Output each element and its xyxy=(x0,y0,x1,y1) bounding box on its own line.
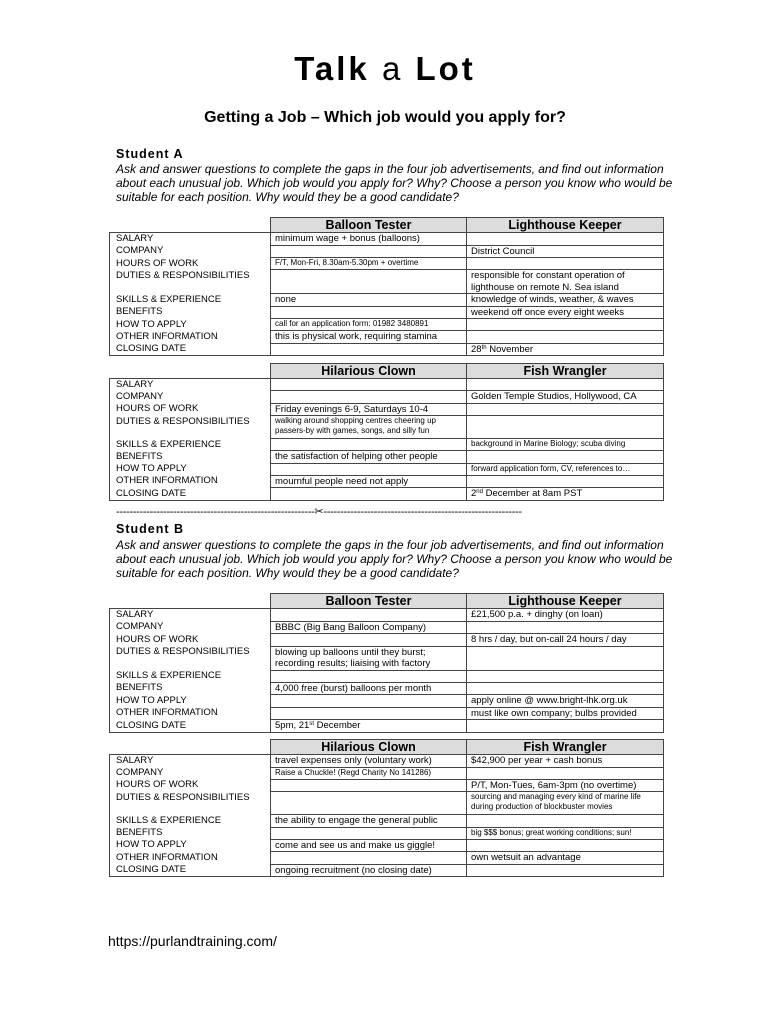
row-label-closing-date: CLOSING DATE xyxy=(110,864,271,877)
row-label-closing-date: CLOSING DATE xyxy=(110,720,271,733)
cell xyxy=(271,379,467,391)
row-label-duties: DUTIES & RESPONSIBILITIES xyxy=(110,792,271,815)
row-label-how-to-apply: HOW TO APPLY xyxy=(110,319,271,331)
cell xyxy=(271,779,467,792)
cell: call for an application form: 01982 3480891 xyxy=(271,319,467,331)
cell: background in Marine Biology; scuba diving xyxy=(467,439,664,451)
cell: P/T, Mon-Tues, 6am-3pm (no overtime) xyxy=(467,779,664,792)
job-header-balloon-tester: Balloon Tester xyxy=(271,218,467,233)
cell xyxy=(271,695,467,708)
cell: 4,000 free (burst) balloons per month xyxy=(271,682,467,695)
row-label-hours: HOURS OF WORK xyxy=(110,403,271,416)
cell xyxy=(271,827,467,839)
row-label-duties: DUTIES & RESPONSIBILITIES xyxy=(110,416,271,439)
row-label-hours: HOURS OF WORK xyxy=(110,634,271,647)
cell xyxy=(467,475,664,488)
cell xyxy=(271,439,467,451)
row-label-company: COMPANY xyxy=(110,621,271,634)
cell: F/T, Mon-Fri, 8.30am-5.30pm + overtime xyxy=(271,258,467,270)
cell: ongoing recruitment (no closing date) xyxy=(271,864,467,877)
cell: knowledge of winds, weather, & waves xyxy=(467,294,664,307)
row-label-closing-date: CLOSING DATE xyxy=(110,343,271,356)
row-label-salary: SALARY xyxy=(110,379,271,391)
row-label-company: COMPANY xyxy=(110,391,271,404)
cell xyxy=(467,331,664,344)
row-label-company: COMPANY xyxy=(110,767,271,779)
cell xyxy=(467,403,664,416)
job-header-hilarious-clown: Hilarious Clown xyxy=(271,740,467,755)
cell: forward application form, CV, references to… xyxy=(467,463,664,475)
row-label-benefits: BENEFITS xyxy=(110,451,271,464)
cell: none xyxy=(271,294,467,307)
cell: 5pm, 21st December xyxy=(271,720,467,733)
job-header-fish-wrangler: Fish Wrangler xyxy=(467,740,664,755)
cell xyxy=(271,463,467,475)
cell: come and see us and make us giggle! xyxy=(271,839,467,852)
cell: travel expenses only (voluntary work) xyxy=(271,755,467,768)
cell: apply online @ www.bright-lhk.org.uk xyxy=(467,695,664,708)
cell xyxy=(271,245,467,258)
cell: $42,900 per year + cash bonus xyxy=(467,755,664,768)
row-label-how-to-apply: HOW TO APPLY xyxy=(110,695,271,708)
cell xyxy=(467,682,664,695)
student-b-instructions: Ask and answer questions to complete the gaps in the four job advertisements, and find out information about each unusual job. Which job would you apply for? Why? Choose a person you know who would be suitable for each position. Why would they be a good candidate? xyxy=(116,538,673,580)
row-label-other-info: OTHER INFORMATION xyxy=(110,707,271,720)
row-label-skills: SKILLS & EXPERIENCE xyxy=(110,815,271,828)
row-label-hours: HOURS OF WORK xyxy=(110,258,271,270)
cell: mournful people need not apply xyxy=(271,475,467,488)
job-header-hilarious-clown: Hilarious Clown xyxy=(271,364,467,379)
cell: blowing up balloons until they burst; recording results; liaising with factory xyxy=(271,646,467,670)
cell xyxy=(467,379,664,391)
row-label-how-to-apply: HOW TO APPLY xyxy=(110,463,271,475)
cell: the satisfaction of helping other people xyxy=(271,451,467,464)
row-label-hours: HOURS OF WORK xyxy=(110,779,271,792)
row-label-other-info: OTHER INFORMATION xyxy=(110,852,271,865)
cell xyxy=(271,488,467,501)
cell: big $$$ bonus; great working conditions; sun! xyxy=(467,827,664,839)
cell xyxy=(467,416,664,439)
cell: District Council xyxy=(467,245,664,258)
row-label-skills: SKILLS & EXPERIENCE xyxy=(110,294,271,307)
cell xyxy=(271,707,467,720)
job-header-balloon-tester: Balloon Tester xyxy=(271,594,467,609)
cell xyxy=(467,839,664,852)
cell: £21,500 p.a. + dinghy (on loan) xyxy=(467,609,664,622)
cell: sourcing and managing every kind of marine life during production of blockbuster movies xyxy=(467,792,664,815)
row-label-other-info: OTHER INFORMATION xyxy=(110,475,271,488)
cell xyxy=(467,233,664,246)
job-header-fish-wrangler: Fish Wrangler xyxy=(467,364,664,379)
student-a-table-2 xyxy=(109,363,664,501)
row-label-salary: SALARY xyxy=(110,233,271,246)
cell xyxy=(467,451,664,464)
cell xyxy=(271,670,467,682)
page-subtitle: Getting a Job – Which job would you apply for? xyxy=(204,109,566,126)
cell xyxy=(467,319,664,331)
cell xyxy=(271,391,467,404)
row-label-skills: SKILLS & EXPERIENCE xyxy=(110,439,271,451)
scissors-cut-line: -----------------------------------------------------------✂----------------------------------------------------------- xyxy=(116,506,522,518)
student-b-heading: Student B xyxy=(116,522,185,536)
student-a-heading: Student A xyxy=(116,147,184,161)
cell: weekend off once every eight weeks xyxy=(467,306,664,319)
row-label-other-info: OTHER INFORMATION xyxy=(110,331,271,344)
cell: responsible for constant operation of lighthouse on remote N. Sea island xyxy=(467,270,664,294)
row-label-duties: DUTIES & RESPONSIBILITIES xyxy=(110,270,271,294)
cell: Friday evenings 6-9, Saturdays 10-4 xyxy=(271,403,467,416)
cell: own wetsuit an advantage xyxy=(467,852,664,865)
cell: 8 hrs / day, but on-call 24 hours / day xyxy=(467,634,664,647)
student-b-table-2 xyxy=(109,739,664,877)
cell xyxy=(467,646,664,670)
row-label-closing-date: CLOSING DATE xyxy=(110,488,271,501)
cell xyxy=(271,634,467,647)
page-title xyxy=(0,50,770,88)
row-label-benefits: BENEFITS xyxy=(110,306,271,319)
cell: must like own company; bulbs provided xyxy=(467,707,664,720)
row-label-skills: SKILLS & EXPERIENCE xyxy=(110,670,271,682)
row-label-salary: SALARY xyxy=(110,609,271,622)
row-label-company: COMPANY xyxy=(110,245,271,258)
cell xyxy=(271,852,467,865)
title-word-lot: Lot xyxy=(415,50,476,87)
cell xyxy=(271,270,467,294)
cell: 2nd December at 8am PST xyxy=(467,488,664,501)
footer-url: https://purlandtraining.com/ xyxy=(108,933,277,949)
student-a-instructions: Ask and answer questions to complete the gaps in the four job advertisements, and find out information about each unusual job. Which job would you apply for? Why? Choose a person you know who would be suitable for each position. Why would they be a good candidate? xyxy=(116,162,673,204)
student-b-table-1 xyxy=(109,593,664,733)
cell xyxy=(467,815,664,828)
cell xyxy=(271,792,467,815)
row-label-duties: DUTIES & RESPONSIBILITIES xyxy=(110,646,271,670)
title-word-a: a xyxy=(381,50,404,87)
cell: BBBC (Big Bang Balloon Company) xyxy=(271,621,467,634)
row-label-salary: SALARY xyxy=(110,755,271,768)
cell: minimum wage + bonus (balloons) xyxy=(271,233,467,246)
cell xyxy=(467,258,664,270)
cell xyxy=(467,621,664,634)
row-label-how-to-apply: HOW TO APPLY xyxy=(110,839,271,852)
cell xyxy=(467,767,664,779)
title-word-talk: Talk xyxy=(294,50,370,87)
cell: Raise a Chuckle! (Regd Charity No 141286) xyxy=(271,767,467,779)
cell xyxy=(271,343,467,356)
cell xyxy=(467,720,664,733)
student-a-table-1 xyxy=(109,217,664,356)
cell xyxy=(467,670,664,682)
cell: the ability to engage the general public xyxy=(271,815,467,828)
cell: this is physical work, requiring stamina xyxy=(271,331,467,344)
cell: 28th November xyxy=(467,343,664,356)
job-header-lighthouse-keeper: Lighthouse Keeper xyxy=(467,218,664,233)
row-label-benefits: BENEFITS xyxy=(110,827,271,839)
job-header-lighthouse-keeper: Lighthouse Keeper xyxy=(467,594,664,609)
cell xyxy=(467,864,664,877)
cell: Golden Temple Studios, Hollywood, CA xyxy=(467,391,664,404)
cell: walking around shopping centres cheering up passers-by with games, songs, and silly fun xyxy=(271,416,467,439)
cell xyxy=(271,306,467,319)
cell xyxy=(271,609,467,622)
row-label-benefits: BENEFITS xyxy=(110,682,271,695)
